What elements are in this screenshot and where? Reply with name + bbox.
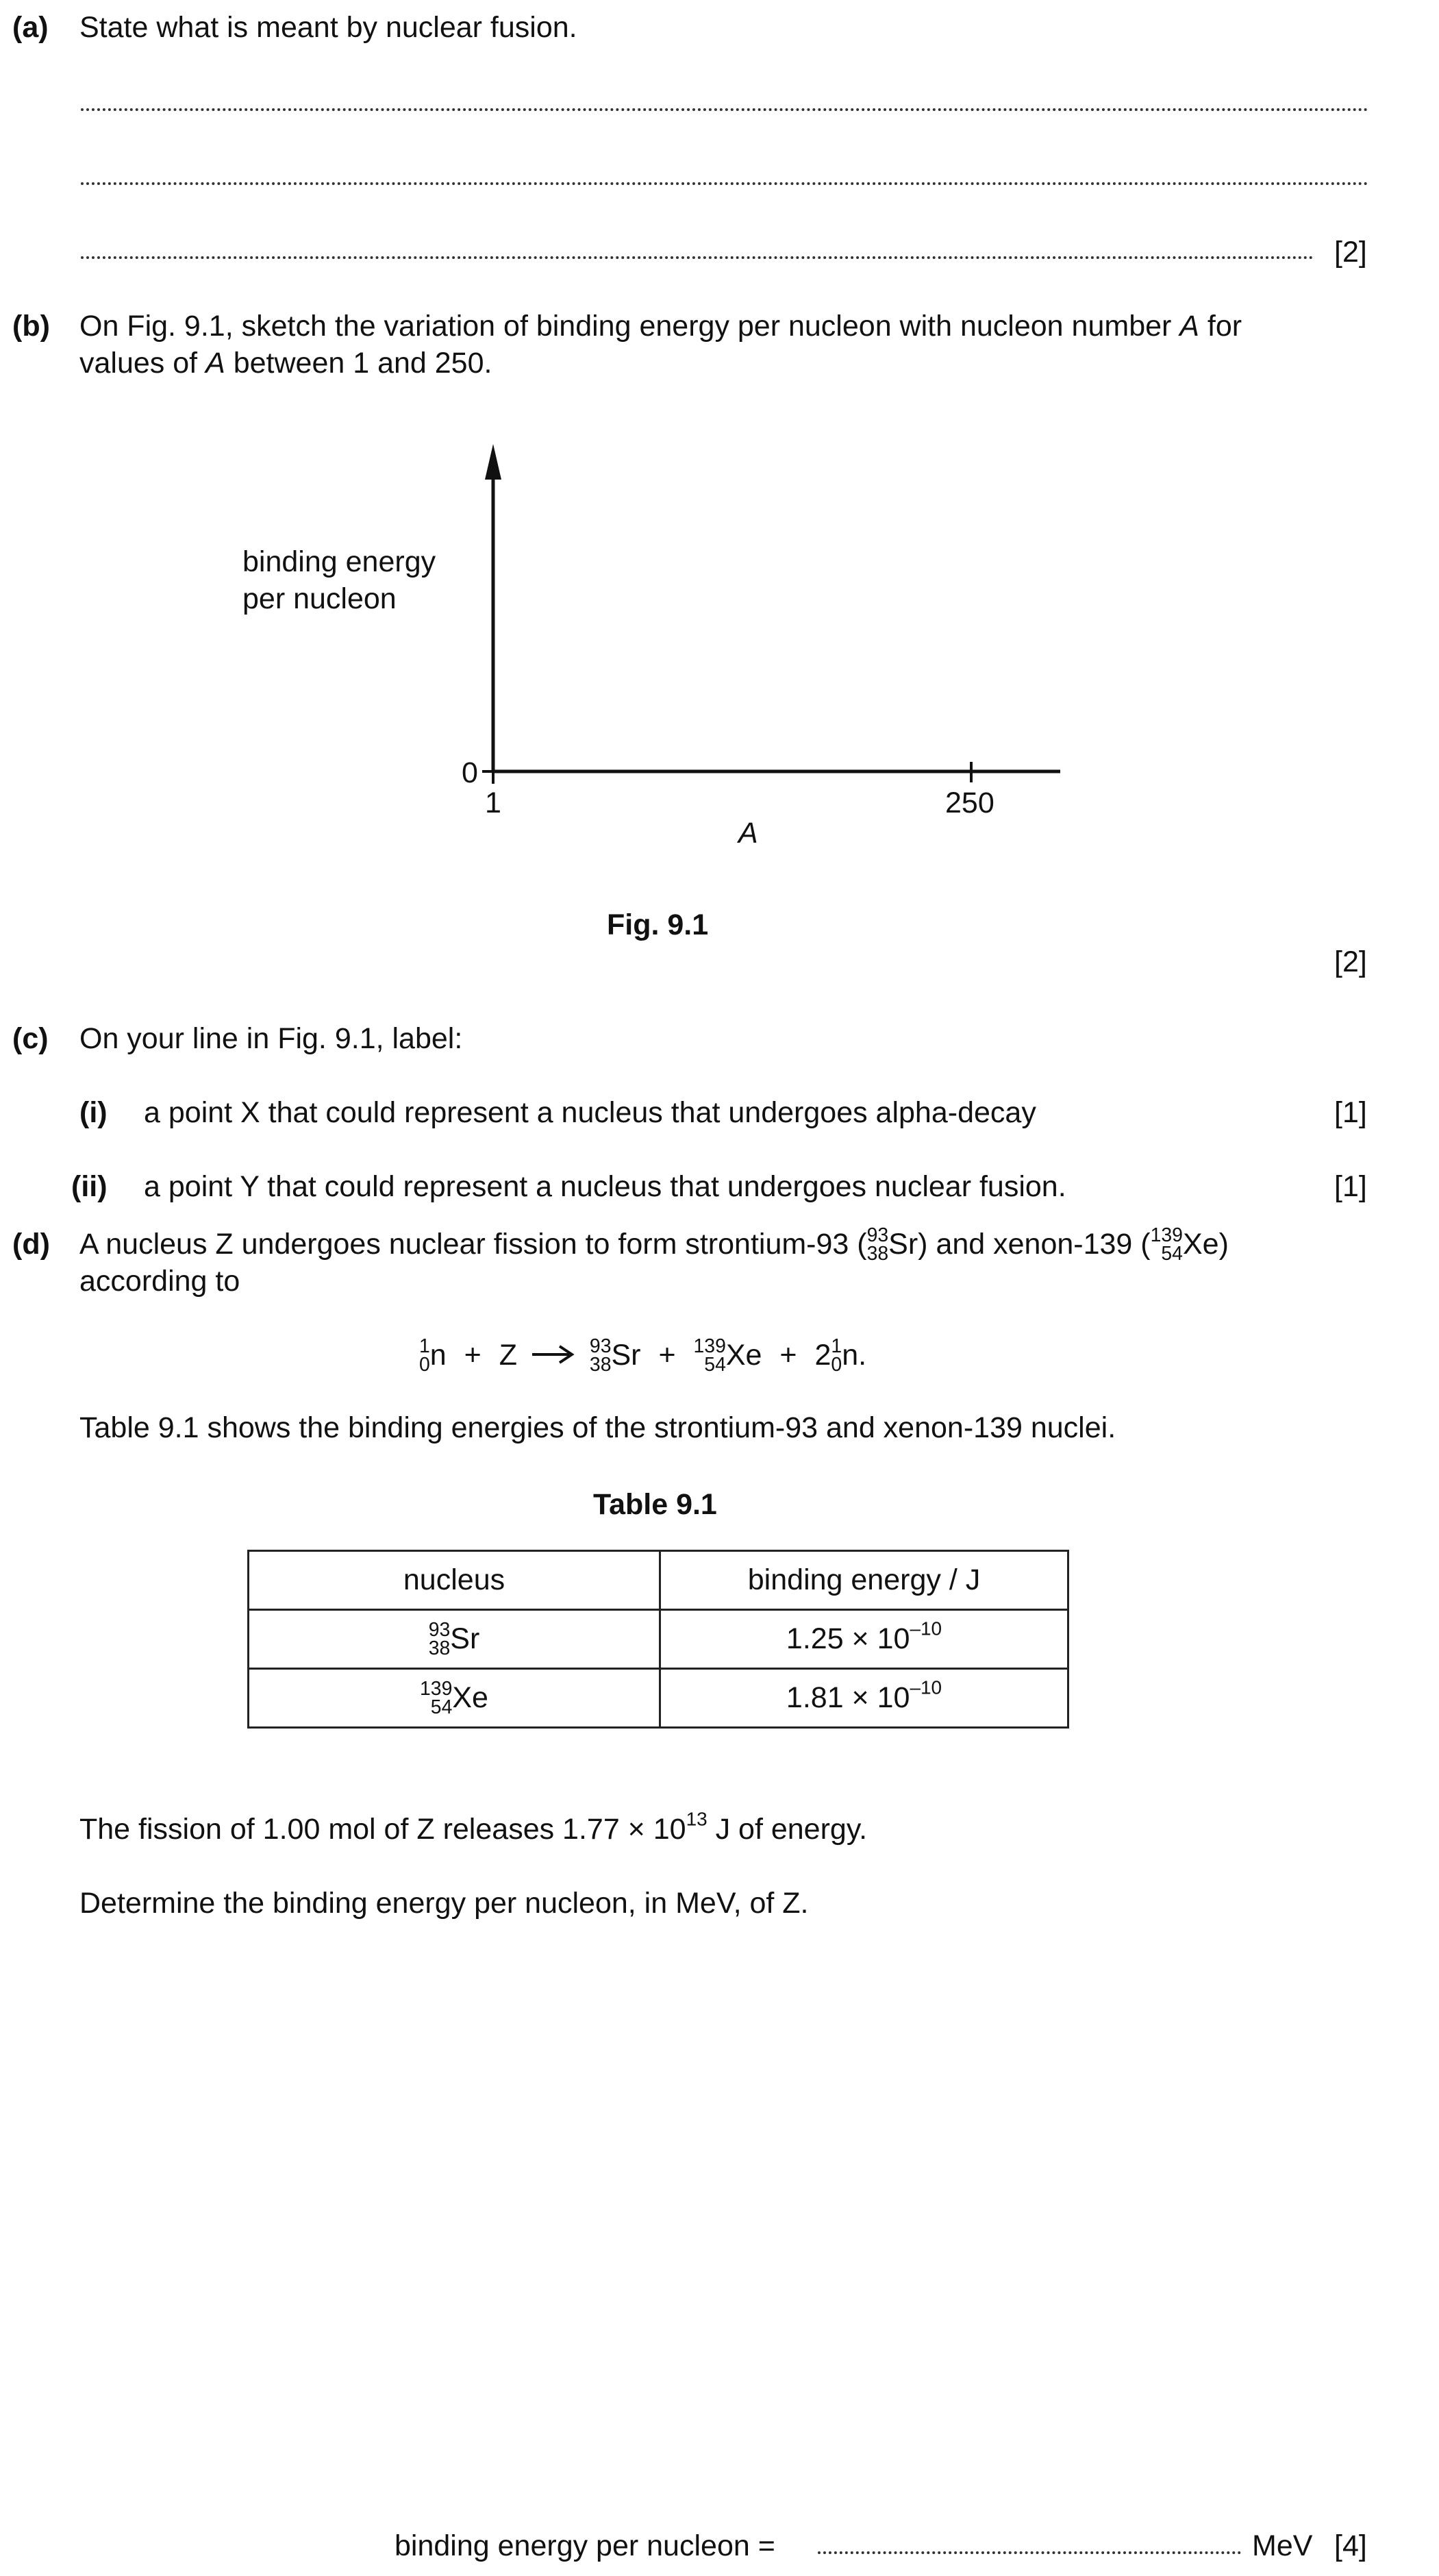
text-segment: between 1 and 250. <box>225 347 492 380</box>
element-symbol: Sr <box>888 1228 918 1261</box>
element-symbol: Xe <box>452 1681 488 1714</box>
nuclide-sr <box>867 1226 889 1263</box>
nuclide-sr <box>428 1618 451 1659</box>
part-c-question: On your line in Fig. 9.1, label: <box>79 1022 463 1055</box>
marks-a: [2] <box>1334 236 1367 269</box>
cell-binding-energy <box>660 1669 1068 1728</box>
table-header-row <box>249 1551 1068 1610</box>
x-tick-label-end: 250 <box>945 787 994 819</box>
y-axis-arrow <box>485 444 501 480</box>
y-axis-label-line1: binding energy <box>242 545 436 578</box>
determine-instruction: Determine the binding energy per nucleon, in MeV, of Z. <box>79 1887 809 1920</box>
cell-nucleus <box>249 1669 660 1728</box>
atomic-number: 54 <box>430 1696 453 1718</box>
element-symbol: n <box>429 1339 447 1372</box>
part-a-question: State what is meant by nuclear fusion. <box>79 11 577 44</box>
mass-number: 93 <box>589 1335 612 1358</box>
answer-prefix: binding energy per nucleon = <box>395 2529 775 2562</box>
value-mantissa: 1.81 × 10 <box>786 1681 910 1714</box>
sub-ii-text: a point Y that could represent a nucleus that undergoes nuclear fusion. <box>144 1170 1066 1203</box>
table-intro: Table 9.1 shows the binding energies of the strontium-93 and xenon-139 nuclei. <box>79 1411 1116 1444</box>
element-symbol: Sr <box>611 1339 641 1372</box>
cell-nucleus <box>249 1610 660 1669</box>
mass-number: 1 <box>831 1335 842 1358</box>
text-segment: ) <box>1218 1228 1229 1261</box>
header-nucleus: nucleus <box>249 1551 660 1610</box>
text-segment: ) and xenon-139 ( <box>918 1228 1151 1261</box>
x-axis-label: A <box>738 817 758 850</box>
fission-energy-text <box>79 1808 868 1848</box>
atomic-number: 38 <box>589 1354 612 1376</box>
binding-energy-table <box>247 1550 1069 1729</box>
value-exponent: –10 <box>910 1618 942 1639</box>
marks-b: [2] <box>1334 945 1367 978</box>
text-segment: for <box>1199 310 1242 343</box>
table-row <box>249 1610 1068 1669</box>
atomic-number: 0 <box>831 1354 842 1376</box>
part-b-label: (b) <box>12 310 50 343</box>
fission-equation <box>419 1337 866 1374</box>
part-d-label: (d) <box>12 1228 50 1261</box>
text-segment: values of <box>79 347 206 380</box>
variable-a: A <box>205 347 225 380</box>
value-exponent: –10 <box>910 1676 942 1698</box>
part-a-label: (a) <box>12 11 49 44</box>
text-segment: J of energy. <box>707 1813 868 1846</box>
element-symbol: Xe <box>1182 1228 1219 1261</box>
plus-sign: + <box>658 1339 676 1372</box>
sub-ii-label: (ii) <box>71 1170 108 1203</box>
element-symbol: Sr <box>450 1622 480 1655</box>
marks-c-i: [1] <box>1334 1096 1367 1129</box>
header-binding-energy: binding energy / J <box>660 1551 1068 1610</box>
plus-sign: + <box>464 1339 481 1372</box>
mass-number: 1 <box>419 1335 430 1358</box>
nuclide-sr <box>590 1337 612 1374</box>
atomic-number: 54 <box>1161 1243 1183 1265</box>
value-mantissa: 1.25 × 10 <box>786 1622 910 1655</box>
answer-line[interactable] <box>818 2551 1241 2554</box>
nucleus-z: Z <box>499 1339 518 1372</box>
nuclide-n <box>831 1337 842 1374</box>
nuclide-xe <box>420 1677 453 1718</box>
exponent: 13 <box>686 1808 708 1830</box>
element-symbol: n <box>842 1339 859 1372</box>
variable-a: A <box>1179 310 1199 343</box>
x-tick-label-start: 1 <box>485 787 501 819</box>
answer-unit: MeV <box>1252 2529 1313 2562</box>
y-tick-label-zero: 0 <box>462 756 478 789</box>
atomic-number: 54 <box>704 1354 726 1376</box>
text-segment: A nucleus Z undergoes nuclear fission to form strontium-93 ( <box>79 1228 867 1261</box>
part-d-line1 <box>79 1226 1229 1263</box>
sub-i-label: (i) <box>79 1096 108 1129</box>
marks-d: [4] <box>1334 2529 1367 2562</box>
mass-number: 139 <box>693 1335 726 1358</box>
full-stop: . <box>858 1339 867 1372</box>
cell-binding-energy <box>660 1610 1068 1669</box>
atomic-number: 38 <box>866 1243 889 1265</box>
atomic-number: 38 <box>428 1637 451 1659</box>
part-d-line2: according to <box>79 1265 240 1298</box>
text-segment: The fission of 1.00 mol of Z releases 1.77 × 10 <box>79 1813 686 1846</box>
figure-caption: Fig. 9.1 <box>607 908 709 941</box>
sub-i-text: a point X that could represent a nucleus that undergoes alpha-decay <box>144 1096 1036 1129</box>
mass-number: 139 <box>420 1677 453 1700</box>
reaction-arrow-icon <box>532 1337 575 1374</box>
text-segment: On Fig. 9.1, sketch the variation of binding energy per nucleon with nucleon number <box>79 310 1180 343</box>
mass-number: 93 <box>866 1224 889 1247</box>
nuclide-n <box>419 1337 430 1374</box>
mass-number: 93 <box>428 1618 451 1641</box>
atomic-number: 0 <box>419 1354 430 1376</box>
nuclide-xe <box>694 1337 726 1374</box>
nuclide-xe <box>1151 1226 1183 1263</box>
plus-sign: + <box>779 1339 797 1372</box>
marks-c-ii: [1] <box>1334 1170 1367 1203</box>
table-caption: Table 9.1 <box>593 1488 717 1521</box>
table-row <box>249 1669 1068 1728</box>
element-symbol: Xe <box>725 1339 762 1372</box>
part-c-label: (c) <box>12 1022 49 1055</box>
coefficient: 2 <box>814 1339 831 1372</box>
mass-number: 139 <box>1150 1224 1183 1247</box>
y-axis-label-line2: per nucleon <box>242 582 397 615</box>
